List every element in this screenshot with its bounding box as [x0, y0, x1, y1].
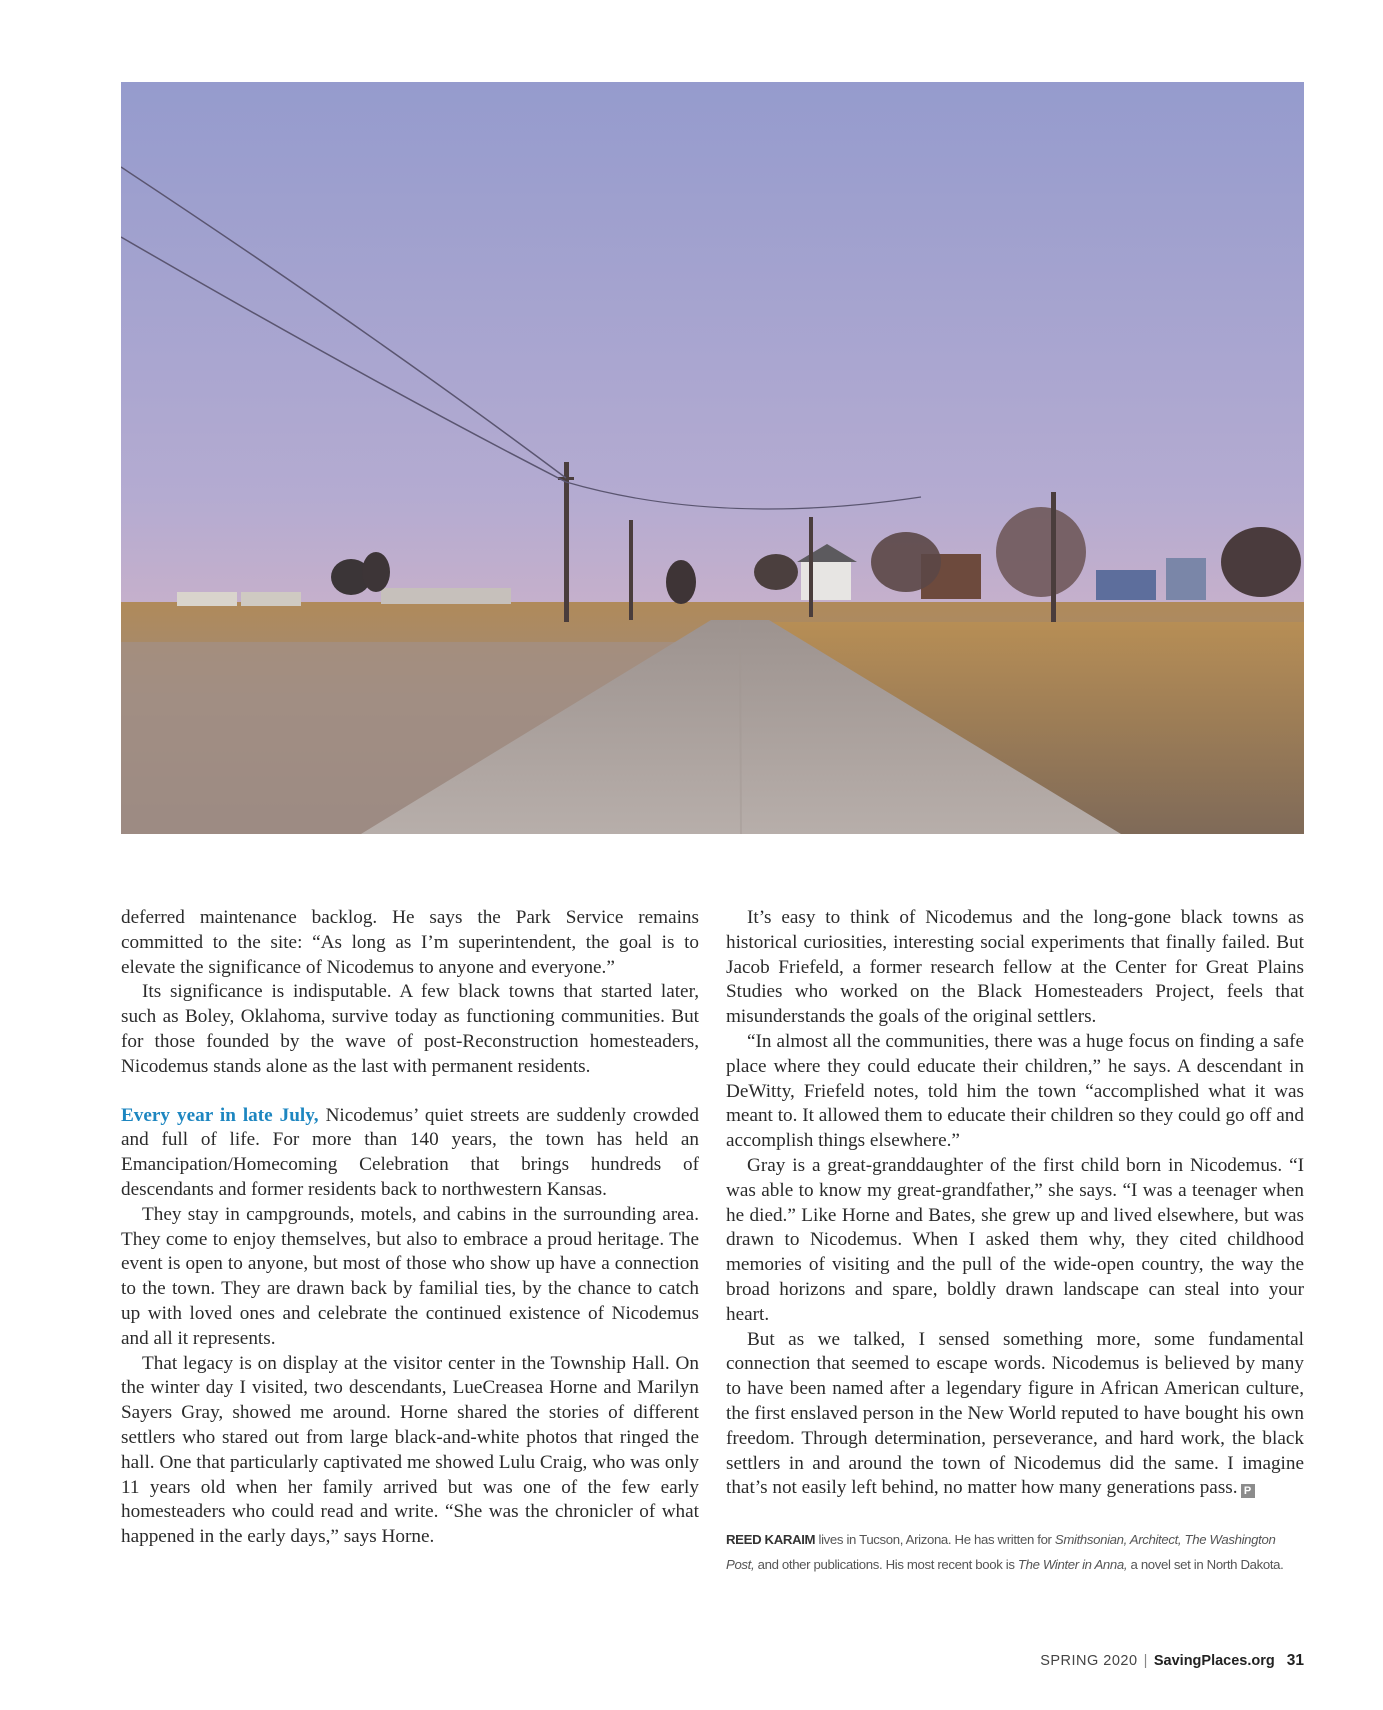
author-bio	[726, 1527, 1304, 1577]
paragraph-body: But as we talked, I sensed something more, some fundamental connection that seemed to escape words. Nicodemus is believed by many to have been named after a legendary figure in African American culture, the first enslaved person in the New World reputed to have bought his own freedom. Through determination, perseverance, and hard work, the black settlers in and around the town of Nicodemus did the same. I imagine that’s not easily left behind, no matter how many generations pass.	[726, 1328, 1304, 1499]
landscape-photo	[121, 82, 1304, 834]
book-title: The Winter in Anna,	[1017, 1557, 1128, 1573]
left-column	[121, 906, 699, 1550]
paragraph: deferred maintenance backlog. He says the Park Service remains committed to the site: “As long as I’m superintendent, the goal is to elevate the significance of Nicodemus to anyone and everyone.”	[121, 907, 699, 978]
paragraph: That legacy is on display at the visitor center in the Township Hall. On the winter day I visited, two descendants, LueCreasea Horne and Marilyn Sayers Gray, showed me around. Horne shared the stories of different settlers who stared out from large black-and-white photos that ringed the hall. One that particularly captivated me showed Lulu Craig, who was only 11 years old when her family arrived but was one of the few early homesteaders who could read and write. “She was the chronicler of what happened in the early days,” says Horne.	[121, 1352, 699, 1548]
paragraph	[726, 1328, 1304, 1502]
end-mark-icon: P	[1241, 1484, 1255, 1498]
rural-road-photo-icon	[121, 82, 1304, 834]
website-link[interactable]: SavingPlaces.org	[1153, 1653, 1275, 1669]
publications: Smithsonian, Architect, The Washington Post,	[726, 1532, 1276, 1573]
paragraph: Gray is a great-granddaughter of the first child born in Nicodemus. “I was able to know my great-grandfather,” she says. “I was a teenager when he died.” Like Horne and Bates, she grew up and lived elsewhere, but was drawn to Nicodemus. When I asked them why, they cited childhood memories of visiting and the pull of the wide-open country, the way the broad horizons and spare, boldly drawn landscape can steal into your heart.	[726, 1154, 1304, 1325]
paragraph: “In almost all the communities, there was a huge focus on finding a safe place where they could educate their children,” he says. A descendant in DeWitty, Friefeld notes, told him the town “accomplished what it was meant to. It allowed them to educate their children so they could go off and accomplish things elsewhere.”	[726, 1030, 1304, 1152]
footer-separator: |	[1143, 1653, 1148, 1669]
paragraph: Its significance is indisputable. A few black towns that started later, such as Boley, Oklahoma, survive today as functioning communities. But for those founded by the wave of post-Reconstruction homesteaders, Nicodemus stands alone as the last with permanent residents.	[121, 981, 699, 1077]
right-column	[726, 906, 1304, 1577]
issue-label: SPRING 2020	[1040, 1653, 1138, 1669]
paragraph-body: Nicodemus’ quiet streets are suddenly crowded and full of life. For more than 140 years, the town has held an Emancipation/Homecoming Celebration that brings hundreds of descendants and former residents back to northwestern Kansas.	[121, 1104, 699, 1200]
bio-text: a novel set in North Dakota.	[1127, 1557, 1284, 1573]
author-name: REED KARAIM	[726, 1532, 816, 1548]
bio-text: and other publications. His most recent book is	[754, 1557, 1018, 1573]
section-paragraph	[121, 1104, 699, 1203]
section-lead-in: Every year in late July,	[121, 1104, 319, 1126]
page-footer	[1040, 1652, 1304, 1670]
bio-text: lives in Tucson, Arizona. He has written for	[815, 1532, 1055, 1548]
page-number: 31	[1286, 1652, 1304, 1669]
paragraph: It’s easy to think of Nicodemus and the long-gone black towns as historical curiosities, interesting social experiments that finally failed. But Jacob Friefeld, a former research fellow at the Center for Great Plains Studies who worked on the Black Homesteaders Project, feels that misunderstands the goals of the original settlers.	[726, 907, 1304, 1028]
paragraph: They stay in campgrounds, motels, and cabins in the surrounding area. They come to enjoy themselves, but also to embrace a proud heritage. The event is open to anyone, but most of those who show up have a connection to the town. They are drawn back by familial ties, by the chance to catch up with loved ones and celebrate the continued existence of Nicodemus and all it represents.	[121, 1203, 699, 1349]
